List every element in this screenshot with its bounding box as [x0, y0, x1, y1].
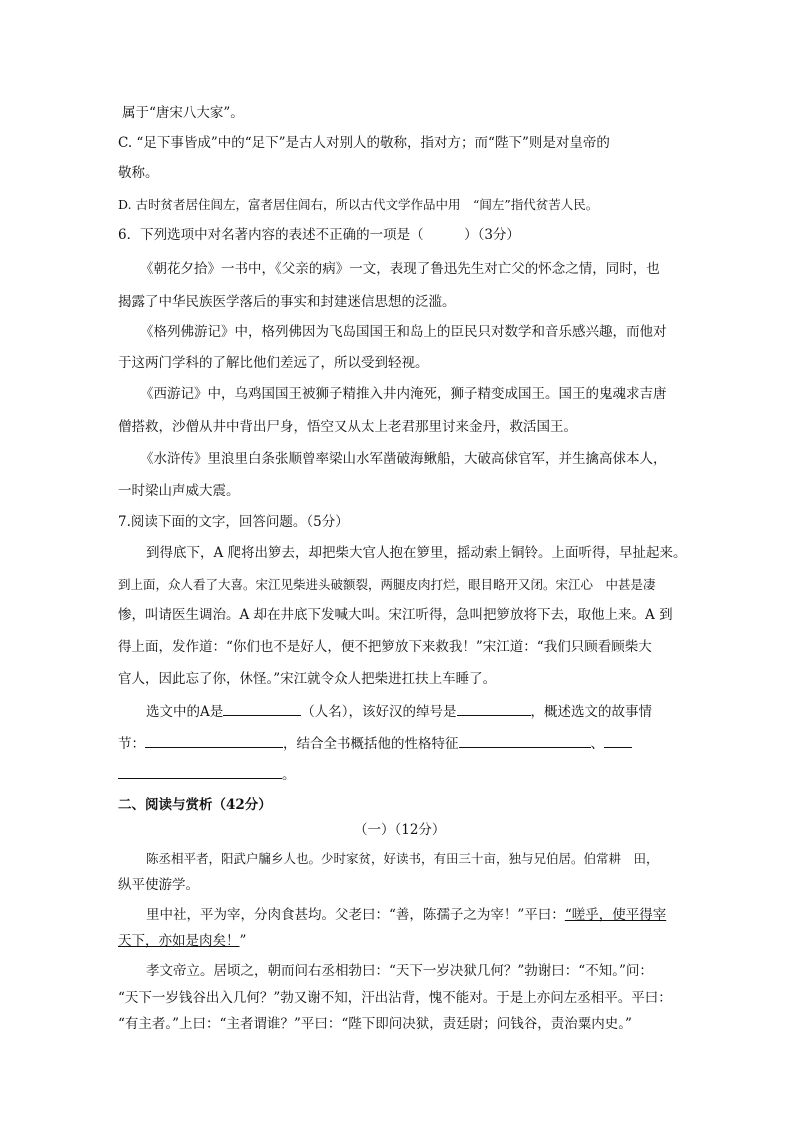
- classical-text-line: 纵平使游学。: [118, 877, 199, 893]
- fill-text: （人名），该好汉的绰号是: [301, 704, 457, 720]
- classical-text-line: “天下一岁钱谷出入几何？”勃又谢不知，汗出沾背，愧不能对。于是上亦问左丞相平。平曰：: [118, 990, 672, 1006]
- text-line: 敬称。: [118, 165, 159, 181]
- passage-line: 得上面，发作道：“你们也不是好人，便不把箩放下来救我！”宋江道：“我们只顾看顾柴大: [118, 639, 652, 655]
- question-7: 7.阅读下面的文字，回答问题。（5分）: [118, 514, 349, 530]
- answer-blank-trait-1[interactable]: [459, 733, 591, 748]
- fill-in-question: [146, 701, 652, 721]
- fill-text: 选文中的A是: [146, 704, 224, 720]
- option-text: 僧搭救，沙僧从井中背出尸身，悟空又从太上老君那里讨来金丹，救活国王。: [118, 419, 577, 435]
- underlined-sentence: 天下，亦如是肉矣！: [118, 933, 240, 949]
- classical-text-line: [118, 932, 246, 950]
- answer-blank-trait-2[interactable]: [604, 733, 632, 748]
- fill-in-question: [118, 733, 632, 753]
- question-6: 6．下列选项中对名著内容的表述不正确的一项是（ ）（3分）: [118, 227, 520, 243]
- text-span: 里中社，平为宰，分肉食甚均。父老曰：“善，陈孺子之为宰！”平曰：: [146, 907, 565, 923]
- classical-text-line: [146, 906, 666, 924]
- option-d-line: D. 古时贫者居住闾左，富者居住闾右，所以古代文学作品中用 “闾左”指代贫苦人民。: [118, 197, 599, 212]
- answer-blank-plot[interactable]: [145, 733, 283, 748]
- fill-text: 。: [282, 767, 296, 783]
- option-text: 《格列佛游记》中，格列佛因为飞岛国国王和岛上的臣民只对数学和音乐感兴趣，而他对: [140, 324, 667, 340]
- option-text: 《西游记》中，乌鸡国国王被狮子精推入井内淹死，狮子精变成国王。国王的鬼魂求吉唐: [140, 386, 667, 402]
- fill-text: 节：: [118, 736, 145, 752]
- fill-text: ，概述选文的故事情: [530, 704, 652, 720]
- fill-text: 、: [590, 736, 604, 752]
- passage-line: 官人，因此忘了你，休怪。”宋江就令众人把柴进扛扶上车睡了。: [118, 671, 497, 687]
- option-text: 《水浒传》里浪里白条张顺曾率梁山水军凿破海鳅船，大破高俅官军，并生擒高俅本人，: [140, 451, 667, 467]
- passage-line: 到上面，众人看了大喜。宋江见柴进头破额裂，两腿皮肉打烂，眼目略开又闭。宋江心 中甚是凄: [118, 577, 656, 592]
- passage-line: 惨，叫请医生调治。A 却在井底下发喊大叫。宋江听得，急叫把箩放将下去，取他上来。A 到: [118, 607, 673, 623]
- classical-text-line: 孝文帝立。居顷之，朝而问右丞相勃曰：“天下一岁决狱几何？”勃谢曰：“不知。”问：: [146, 963, 653, 979]
- section-heading: 二、阅读与赏析（42分）: [118, 797, 272, 813]
- classical-text-line: 陈丞相平者，阳武户牖乡人也。少时家贫，好读书，有田三十亩，独与兄伯居。伯常耕 田，: [146, 851, 659, 866]
- answer-blank-name[interactable]: [223, 701, 301, 716]
- answer-blank-trait-2-cont[interactable]: [118, 764, 282, 779]
- classical-text-line: “有主者。”上曰：“主者谓谁？”平曰：“陛下即问决狱，责廷尉；问钱谷，责治粟内史。”: [118, 1016, 632, 1032]
- underlined-sentence: “嗟乎，使平得宰: [564, 907, 667, 923]
- option-text: 《朝花夕拾》一书中，《父亲的病》一文，表现了鲁迅先生对亡父的怀念之情，同时，也: [140, 261, 660, 277]
- answer-blank-nickname[interactable]: [457, 701, 531, 716]
- option-text: 揭露了中华民族医学落后的事实和封建迷信思想的泛滥。: [118, 294, 456, 310]
- option-text: 一时梁山声威大震。: [118, 483, 240, 499]
- fill-in-question: [118, 764, 296, 784]
- fill-text: ，结合全书概括他的性格特征: [283, 736, 459, 752]
- text-span: ”: [239, 933, 247, 949]
- passage-line: 到得底下，A 爬将出箩去，却把柴大官人抱在箩里，摇动索上铜铃。上面听得，早扯起来。: [146, 545, 687, 561]
- text-line: 属于“唐宋八大家”。: [122, 105, 244, 121]
- option-text: 于这两门学科的了解比他们差远了，所以受到轻视。: [118, 355, 429, 371]
- option-c-line: C. “足下事皆成”中的“足下”是古人对别人的敬称，指对方；而“陛下”则是对皇帝的: [118, 135, 610, 151]
- subsection-heading: （一）（12分）: [354, 822, 446, 838]
